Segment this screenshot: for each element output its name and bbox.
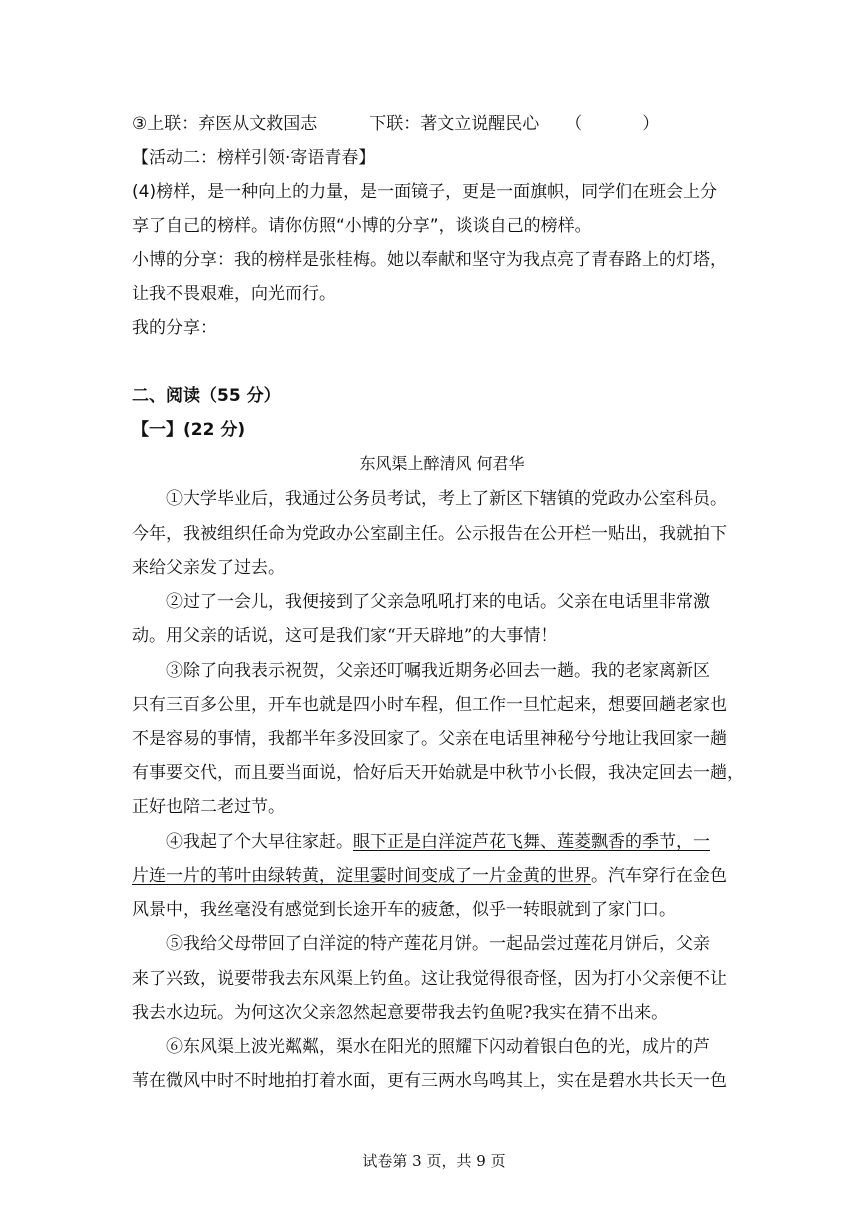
section2-subheading: 【一】(22 分): [132, 420, 246, 440]
p3-line2: 只有三百多公里，开车也就是四小时车程，但工作一旦忙起来，想要回趟老家也: [132, 695, 727, 715]
p3-line3: 不是容易的事情，我都半年多没回家了。父亲在电话里神秘兮兮地让我回家一趟: [132, 729, 727, 749]
p4-line2-plain: 。汽车穿行在金色: [591, 866, 727, 886]
p2-line1: ②过了一会儿，我便接到了父亲急吼吼打来的电话。父亲在电话里非常激: [166, 592, 710, 612]
p6-line1: ⑥东风渠上波光粼粼，渠水在阳光的照耀下闪动着银白色的光，成片的芦: [166, 1037, 710, 1057]
p5-line1: ⑤我给父母带回了白洋淀的特产莲花月饼。一起品尝过莲花月饼后，父亲: [166, 934, 710, 954]
p4-line2-underlined: 片连一片的苇叶由绿转黄，淀里霎时间变成了一片金黄的世界: [132, 866, 591, 886]
answer-paren-open: （: [565, 114, 583, 134]
couplet-upper: ③上联：弃医从文救国志: [132, 114, 318, 134]
activity2-heading: 【活动二：榜样引领·寄语青春】: [132, 148, 376, 168]
example-share-line2: 让我不畏艰难，向光而行。: [132, 284, 336, 304]
p5-line3: 我去水边玩。为何这次父亲忽然起意要带我去钓鱼呢?我实在猜不出来。: [132, 1003, 669, 1023]
p3-line4: 有事要交代，而且要当面说，恰好后天开始就是中秋节小长假，我决定回去一趟，: [132, 763, 744, 783]
p6-line2: 苇在微风中时不时地拍打着水面，更有三两水鸟鸣其上，实在是碧水共长天一色: [132, 1071, 727, 1091]
p5-line2: 来了兴致，说要带我去东风渠上钓鱼。这让我觉得很奇怪，因为打小父亲便不让: [132, 969, 727, 989]
page-footer: 试卷第 3 页，共 9 页: [362, 1152, 506, 1170]
p4-line1: [132, 830, 786, 854]
section2-heading: 二、阅读（55 分）: [132, 386, 281, 406]
p1-line3: 来给父亲发了过去。: [132, 558, 285, 578]
p3-line5: 正好也陪二老过节。: [132, 797, 285, 817]
couplet-line: [132, 112, 752, 136]
p1-line2: 今年，我被组织任命为党政办公室副主任。公示报告在公开栏一贴出，我就拍下: [132, 524, 727, 544]
my-share-label: 我的分享：: [132, 318, 217, 338]
question4-line1: (4)榜样，是一种向上的力量，是一面镜子，更是一面旗帜，同学们在班会上分: [132, 182, 718, 202]
example-share-line1: 小博的分享：我的榜样是张桂梅。她以奉献和坚守为我点亮了青春路上的灯塔，: [132, 250, 727, 270]
p4-line1-plain: ④我起了个大早往家赶。: [166, 832, 353, 852]
p1-line1: ①大学毕业后，我通过公务员考试，考上了新区下辖镇的党政办公室科员。: [166, 489, 727, 509]
article-title: 东风渠上醉清风 何君华: [359, 454, 525, 473]
question4-line2: 享了自己的榜样。请你仿照“小博的分享”，谈谈自己的榜样。: [132, 216, 592, 236]
answer-paren-close: ）: [642, 114, 660, 134]
couplet-lower: 下联：著文立说醒民心: [369, 114, 540, 134]
p2-line2: 动。用父亲的话说，这可是我们家“开天辟地”的大事情！: [132, 626, 558, 646]
p3-line1: ③除了向我表示祝贺，父亲还叮嘱我近期务必回去一趟。我的老家离新区: [166, 661, 710, 681]
p4-line2: [132, 864, 752, 888]
p4-line1-underlined: 眼下正是白洋淀芦花飞舞、莲菱飘香的季节，一: [353, 832, 710, 852]
p4-line3: 风景中，我丝毫没有感觉到长途开车的疲惫，似乎一转眼就到了家门口。: [132, 900, 676, 920]
